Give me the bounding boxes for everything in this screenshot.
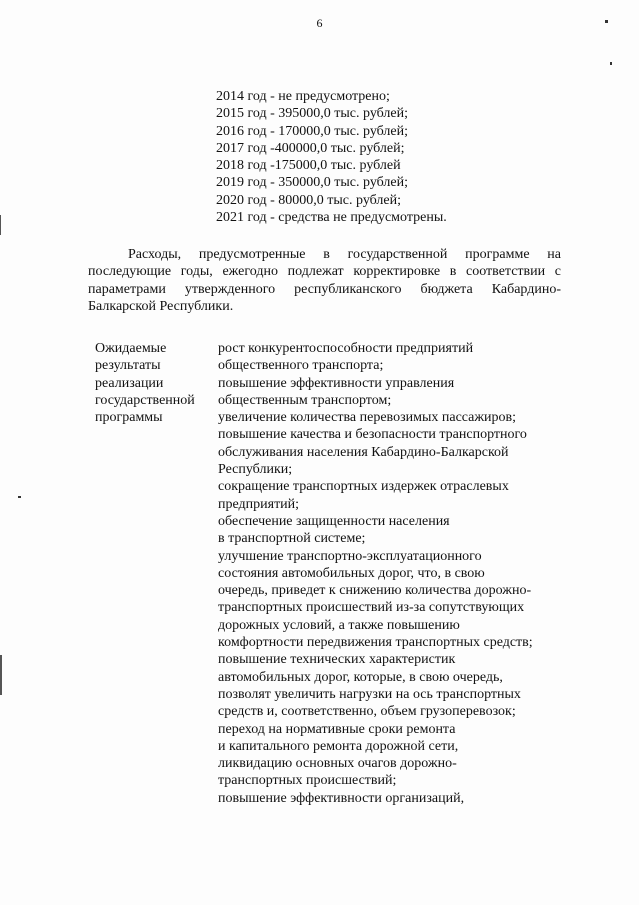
funding-line: 2015 год - 395000,0 тыс. рублей; [216, 106, 409, 122]
label-line: программы [95, 410, 163, 426]
expected-results-label [95, 340, 213, 426]
label-line: государственной [95, 392, 195, 408]
funding-line: 2017 год -400000,0 тыс. рублей; [216, 140, 405, 156]
result-line: в транспортной системе; [218, 531, 366, 547]
result-line: средств и, соответственно, объем грузоперевозок; [218, 704, 516, 720]
funding-line: 2021 год - средства не предусмотрены. [216, 210, 447, 226]
result-line: предприятий; [218, 496, 300, 512]
scan-edge-mark [0, 655, 2, 695]
result-line: комфортности передвижения транспортных средств; [218, 635, 533, 651]
result-line: ликвидацию основных очагов дорожно- [218, 756, 457, 772]
expected-results-list [218, 340, 568, 807]
result-line: автомобильных дорог, которые, в свою очередь, [218, 669, 503, 685]
result-line: Республики; [218, 462, 293, 478]
result-line: дорожных условий, а также повышению [218, 617, 460, 633]
result-line: рост конкурентоспособности предприятий [218, 341, 474, 356]
result-line: повышение эффективности организаций, [218, 790, 465, 806]
funding-line: 2020 год - 80000,0 тыс. рублей; [216, 192, 402, 208]
result-line: обслуживания населения Кабардино-Балкарской [218, 444, 509, 460]
scan-speck [610, 62, 612, 65]
result-line: общественным транспортом; [218, 392, 392, 408]
funding-by-year [216, 88, 447, 226]
scan-speck [18, 496, 21, 498]
result-line: состояния автомобильных дорог, что, в свою [218, 565, 485, 581]
result-line: транспортных происшествий из-за сопутствующих [218, 600, 525, 616]
funding-line: 2016 год - 170000,0 тыс. рублей; [216, 123, 409, 139]
result-line: транспортных происшествий; [218, 773, 397, 789]
result-line: очередь, приведет к снижению количества дорожно- [218, 583, 532, 599]
result-line: сокращение транспортных издержек отраслевых [218, 479, 509, 495]
result-line: повышение технических характеристик [218, 652, 456, 668]
label-line: Ожидаемые [95, 341, 167, 356]
label-line: результаты [95, 358, 161, 374]
result-line: позволят увеличить нагрузки на ось транспортных [218, 686, 521, 702]
result-line: обеспечение защищенности населения [218, 513, 450, 529]
budget-adjustment-note: Расходы, предусмотренные в государственной программе на последующие годы, ежегодно подлежат корректировке в соответствии с параметрами утвержденного республиканского бюджета Кабардино-Балкарской Республики. [88, 247, 561, 314]
result-line: повышение эффективности управления [218, 375, 455, 391]
page-number: 6 [316, 16, 323, 30]
result-line: повышение качества и безопасности транспортного [218, 427, 527, 443]
result-line: переход на нормативные сроки ремонта [218, 721, 456, 737]
funding-line: 2019 год - 350000,0 тыс. рублей; [216, 175, 409, 191]
funding-line: 2014 год - не предусмотрено; [216, 89, 390, 104]
scan-edge-mark [0, 215, 1, 235]
result-line: общественного транспорта; [218, 358, 384, 374]
result-line: и капитального ремонта дорожной сети, [218, 738, 459, 754]
result-line: улучшение транспортно-эксплуатационного [218, 548, 482, 564]
funding-line: 2018 год -175000,0 тыс. рублей [216, 158, 401, 174]
result-line: увеличение количества перевозимых пассажиров; [218, 410, 517, 426]
label-line: реализации [95, 375, 164, 391]
scan-speck [605, 20, 608, 23]
